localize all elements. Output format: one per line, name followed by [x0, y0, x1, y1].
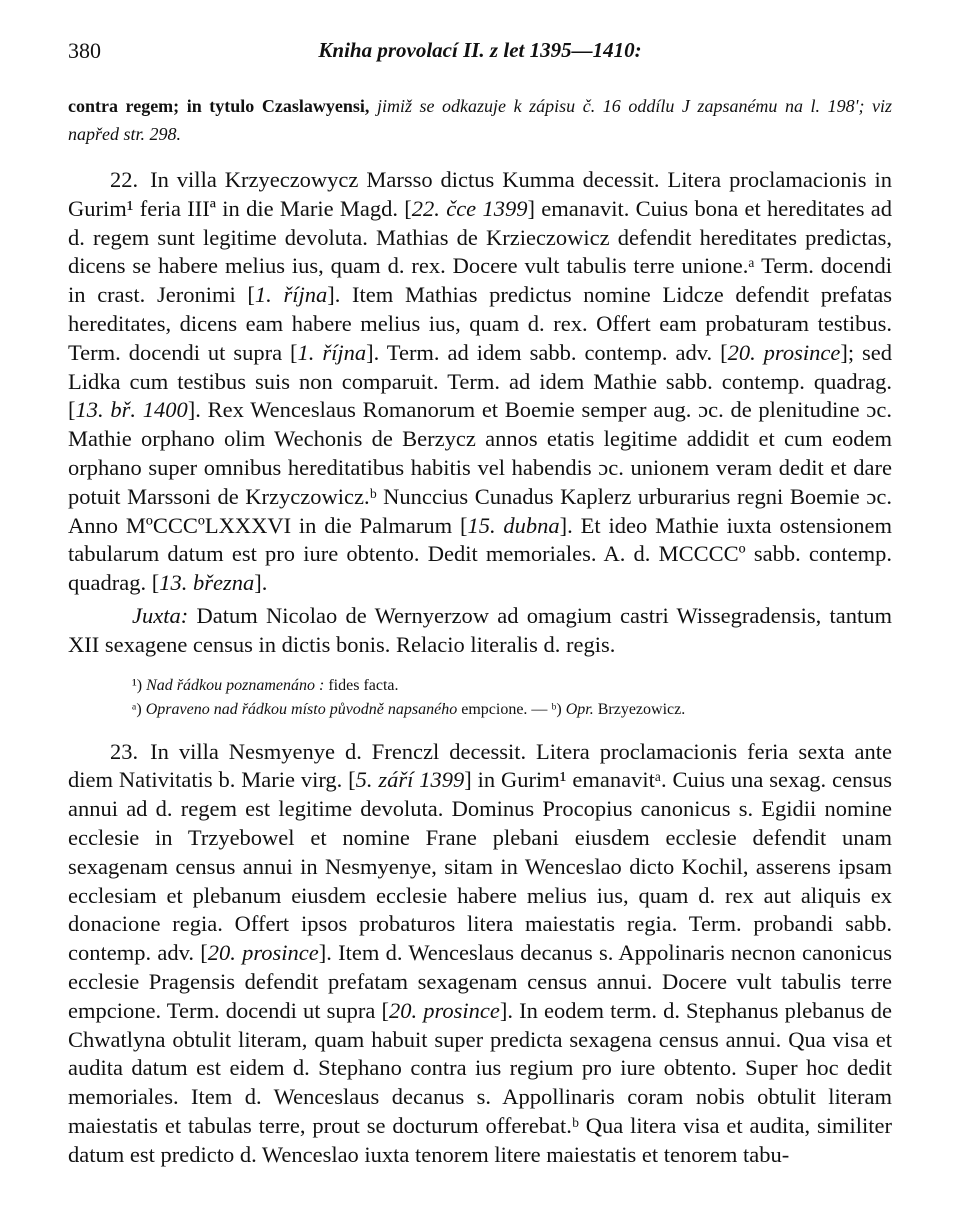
- document-page: [68, 38, 892, 1170]
- footnote-label: Opraveno nad řádkou místo původně napsaného: [145, 700, 458, 718]
- entry-text: ]. Term. ad idem sabb. contemp. adv. [: [366, 339, 728, 365]
- footnotes: [68, 674, 892, 722]
- footnote-text: empcione. —: [461, 700, 548, 718]
- entry-text: ]. Item d. Wenceslaus decanus s. Appolinaris necnon canonicus ecclesie Pragensis defendit prefatam sexagenam census annui. Docere vult tabulis terre empcione. Term. docendi ut supra [: [68, 940, 893, 1023]
- footnote-marker: ¹): [132, 676, 143, 694]
- date-annotation: 20. prosince: [727, 339, 841, 365]
- entry-text: ]. Rex Wenceslaus Romanorum et Boemie semper aug. ɔc. de plenitudine ɔc. Mathie orphano olim Wechonis de Berzycz annos etatis legitime addidit et cum eodem orphano super omnibus hereditatibus habitis vel habendis ɔc. unionem veram dedit et dare potuit Marssoni de Krzyczowicz.ᵇ Nunccius Cunadus Kaplerz urburarius regni Boemie ɔc. Anno MºCCCºLXXXVI in die Palmarum [: [68, 397, 892, 538]
- footnote-label: Nad řádkou poznamenáno :: [146, 676, 325, 694]
- entry-text: ].: [254, 570, 268, 596]
- continuation-paragraph: [68, 92, 892, 148]
- date-annotation: 22. čce 1399: [411, 195, 528, 221]
- footnote-marker: ᵃ): [132, 700, 142, 718]
- editor-note: jimiž se odkazuje k zápisu č. 16 oddílu J zapsanému na l. 198'; viz napřed str. 298.: [68, 96, 893, 144]
- date-annotation: 13. března: [159, 570, 255, 596]
- running-title: Kniha provolací II. z let 1395—1410:: [318, 38, 642, 62]
- entry-22: [68, 166, 892, 598]
- entry-text: ]; sed Lidka cum testibus suis non comparuit. Term. ad idem Mathie sabb. contemp. quadrag. [: [68, 339, 893, 423]
- footnote-marker: ᵇ): [551, 700, 562, 718]
- iuxta-paragraph: [68, 602, 892, 660]
- date-annotation: 5. září 1399: [355, 767, 465, 793]
- footnote-a-b: [68, 698, 892, 722]
- footnote-1: [68, 674, 892, 698]
- date-annotation: 1. října: [297, 339, 367, 365]
- date-annotation: 15. dubna: [467, 512, 560, 538]
- footnote-label: Opr.: [565, 700, 594, 718]
- entry-text: ] emanavit. Cuius bona et hereditates ad d. regem sunt legitime devoluta. Mathias de Krzieczowicz defendit hereditates predictas, dicens se habere melius ius, quam d. rex. Docere vult tabulis terre unione.ᵃ Term. docendi in crast. Jeronimi [: [68, 195, 892, 308]
- date-annotation: 13. bř. 1400: [75, 397, 188, 423]
- entry-text: ]. Et ideo Mathie iuxta ostensionem tabularum datum est pro iure obtento. Dedit memoriales. A. d. MCCCCº sabb. contemp. quadrag. [: [68, 512, 892, 596]
- page-number: 380: [68, 38, 101, 63]
- entry-text: ] in Gurim¹ emanavitᵃ. Cuius una sexag. census annui ad d. regem est legitime devoluta. Dominus Procopius canonicus s. Egidii nomine ecclesie in Trzyebowel et nomine Frane plebani eiusdem ecclesie defendit unam sexagenam census annui in Nesmyenye, sitam in Wenceslao dicto Kochil, asserens ipsam ecclesiam et plebanum eiusdem ecclesie habere melius ius, quam d. rex aut aliquis ex donacione regia. Offert ipsos probaturos litera maiestatis regia. Term. probandi sabb. contemp. adv. [: [68, 767, 892, 966]
- entry-text: ]. In eodem term. d. Stephanus plebanus de Chwatlyna obtulit literam, quam habuit super predicta sexagena census annui. Qua visa et audita datum est eidem d. Stephano contra ius regium pro iure obtento. Super hoc dedit memoriales. Item d. Wenceslaus decanus s. Appollinaris coram nobis obtulit literam maiestatis et tabulas terre, prout se docturum offerebat.ᵇ Qua litera visa et audita, similiter datum est predicto d. Wenceslao iuxta tenorem litere maiestatis et tenorem tabu-: [68, 997, 892, 1167]
- footnote-text: fides facta.: [328, 676, 399, 694]
- page-header: [68, 38, 892, 78]
- entry-text: In villa Krzyeczowycz Marsso dictus Kumma decessit. Litera proclamacionis in Gurim¹ feria IIIª in die Marie Magd. [: [68, 167, 892, 221]
- date-annotation: 20. prosince: [207, 940, 319, 966]
- iuxta-label: Juxta:: [132, 602, 189, 628]
- entry-23: [68, 738, 892, 1170]
- continuation-text: contra regem; in tytulo Czaslawyensi,: [68, 96, 370, 116]
- entry-number: 22.: [110, 167, 139, 192]
- date-annotation: 20. prosince: [389, 997, 500, 1023]
- date-annotation: 1. října: [254, 282, 328, 308]
- entry-text: ]. Item Mathias predictus nomine Lidcze defendit prefatas hereditates, dicens eam habere melius ius, quam d. rex. Offert eam probaturam testibus. Term. docendi ut supra [: [68, 282, 892, 365]
- footnote-text: Brzyezowicz.: [597, 700, 686, 718]
- entry-number: 23.: [110, 738, 139, 764]
- iuxta-text: Datum Nicolao de Wernyerzow ad omagium castri Wissegradensis, tantum XII sexagene census in dictis bonis. Relacio literalis d. regis.: [68, 602, 892, 657]
- entry-text: In villa Nesmyenye d. Frenczl decessit. Litera proclamacionis feria sexta ante diem Nativitatis b. Marie virg. [: [68, 738, 892, 793]
